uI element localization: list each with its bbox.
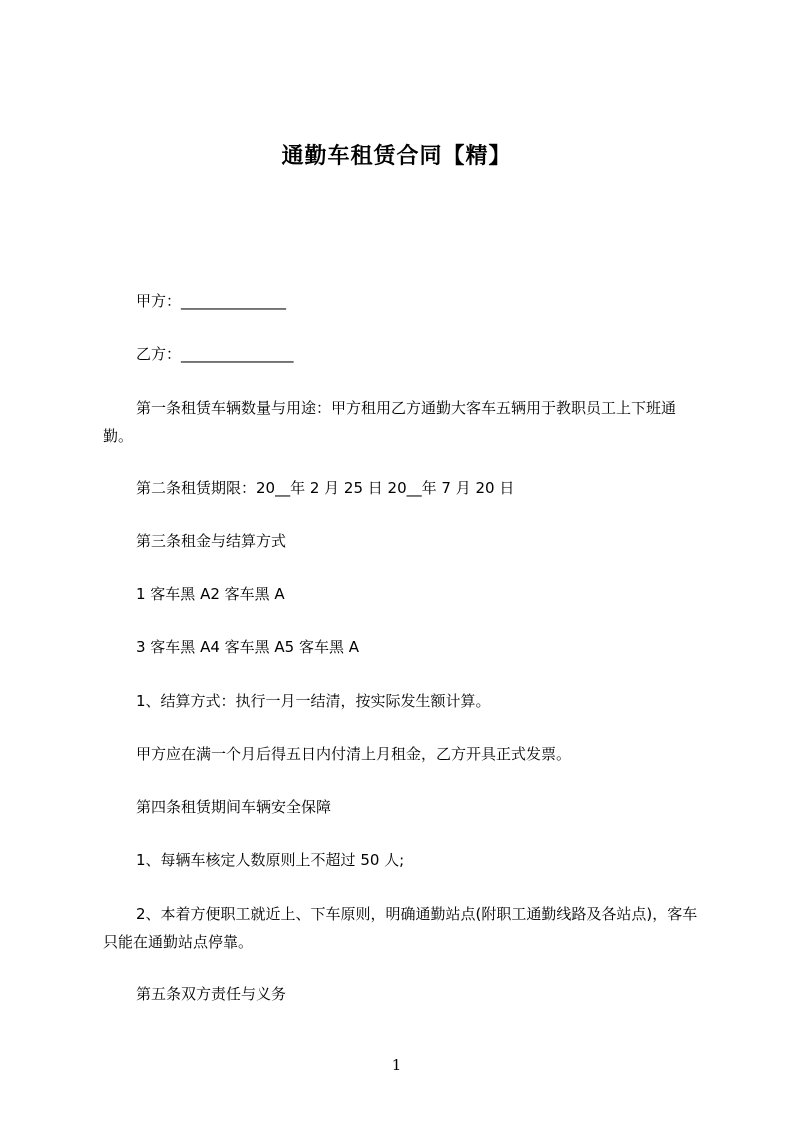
payment-terms: 甲方应在满一个月后得五日内付清上月租金，乙方开具正式发票。 <box>136 745 572 763</box>
article-5-heading: 第五条双方责任与义务 <box>136 985 287 1003</box>
party-a-line: 甲方：______________ <box>136 292 287 310</box>
article-3-heading: 第三条租金与结算方式 <box>136 532 287 550</box>
page-number: 1 <box>391 1056 402 1074</box>
article-2: 第二条租赁期限：20__年 2 月 25 日 20__年 7 月 20 日 <box>136 479 515 497</box>
vehicle-list-2: 3 客车黑 A4 客车黑 A5 客车黑 A <box>136 638 360 656</box>
document-title: 通勤车租赁合同【精】 <box>281 144 512 169</box>
article-1: 第一条租赁车辆数量与用途：甲方租用乙方通勤大客车五辆用于教职员工上下班通勤。 <box>103 399 677 445</box>
safety-item-2: 2、本着方便职工就近上、下车原则，明确通勤站点(附职工通勤线路及各站点)，客车只能在通勤站点停靠。 <box>103 905 698 951</box>
party-b-line: 乙方：_______________ <box>136 345 294 363</box>
settlement-method: 1、结算方式：执行一月一结清，按实际发生额计算。 <box>136 692 491 710</box>
article-4-heading: 第四条租赁期间车辆安全保障 <box>136 798 332 816</box>
safety-item-1: 1、每辆车核定人数原则上不超过 50 人; <box>136 851 405 869</box>
vehicle-list-1: 1 客车黑 A2 客车黑 A <box>136 585 285 603</box>
